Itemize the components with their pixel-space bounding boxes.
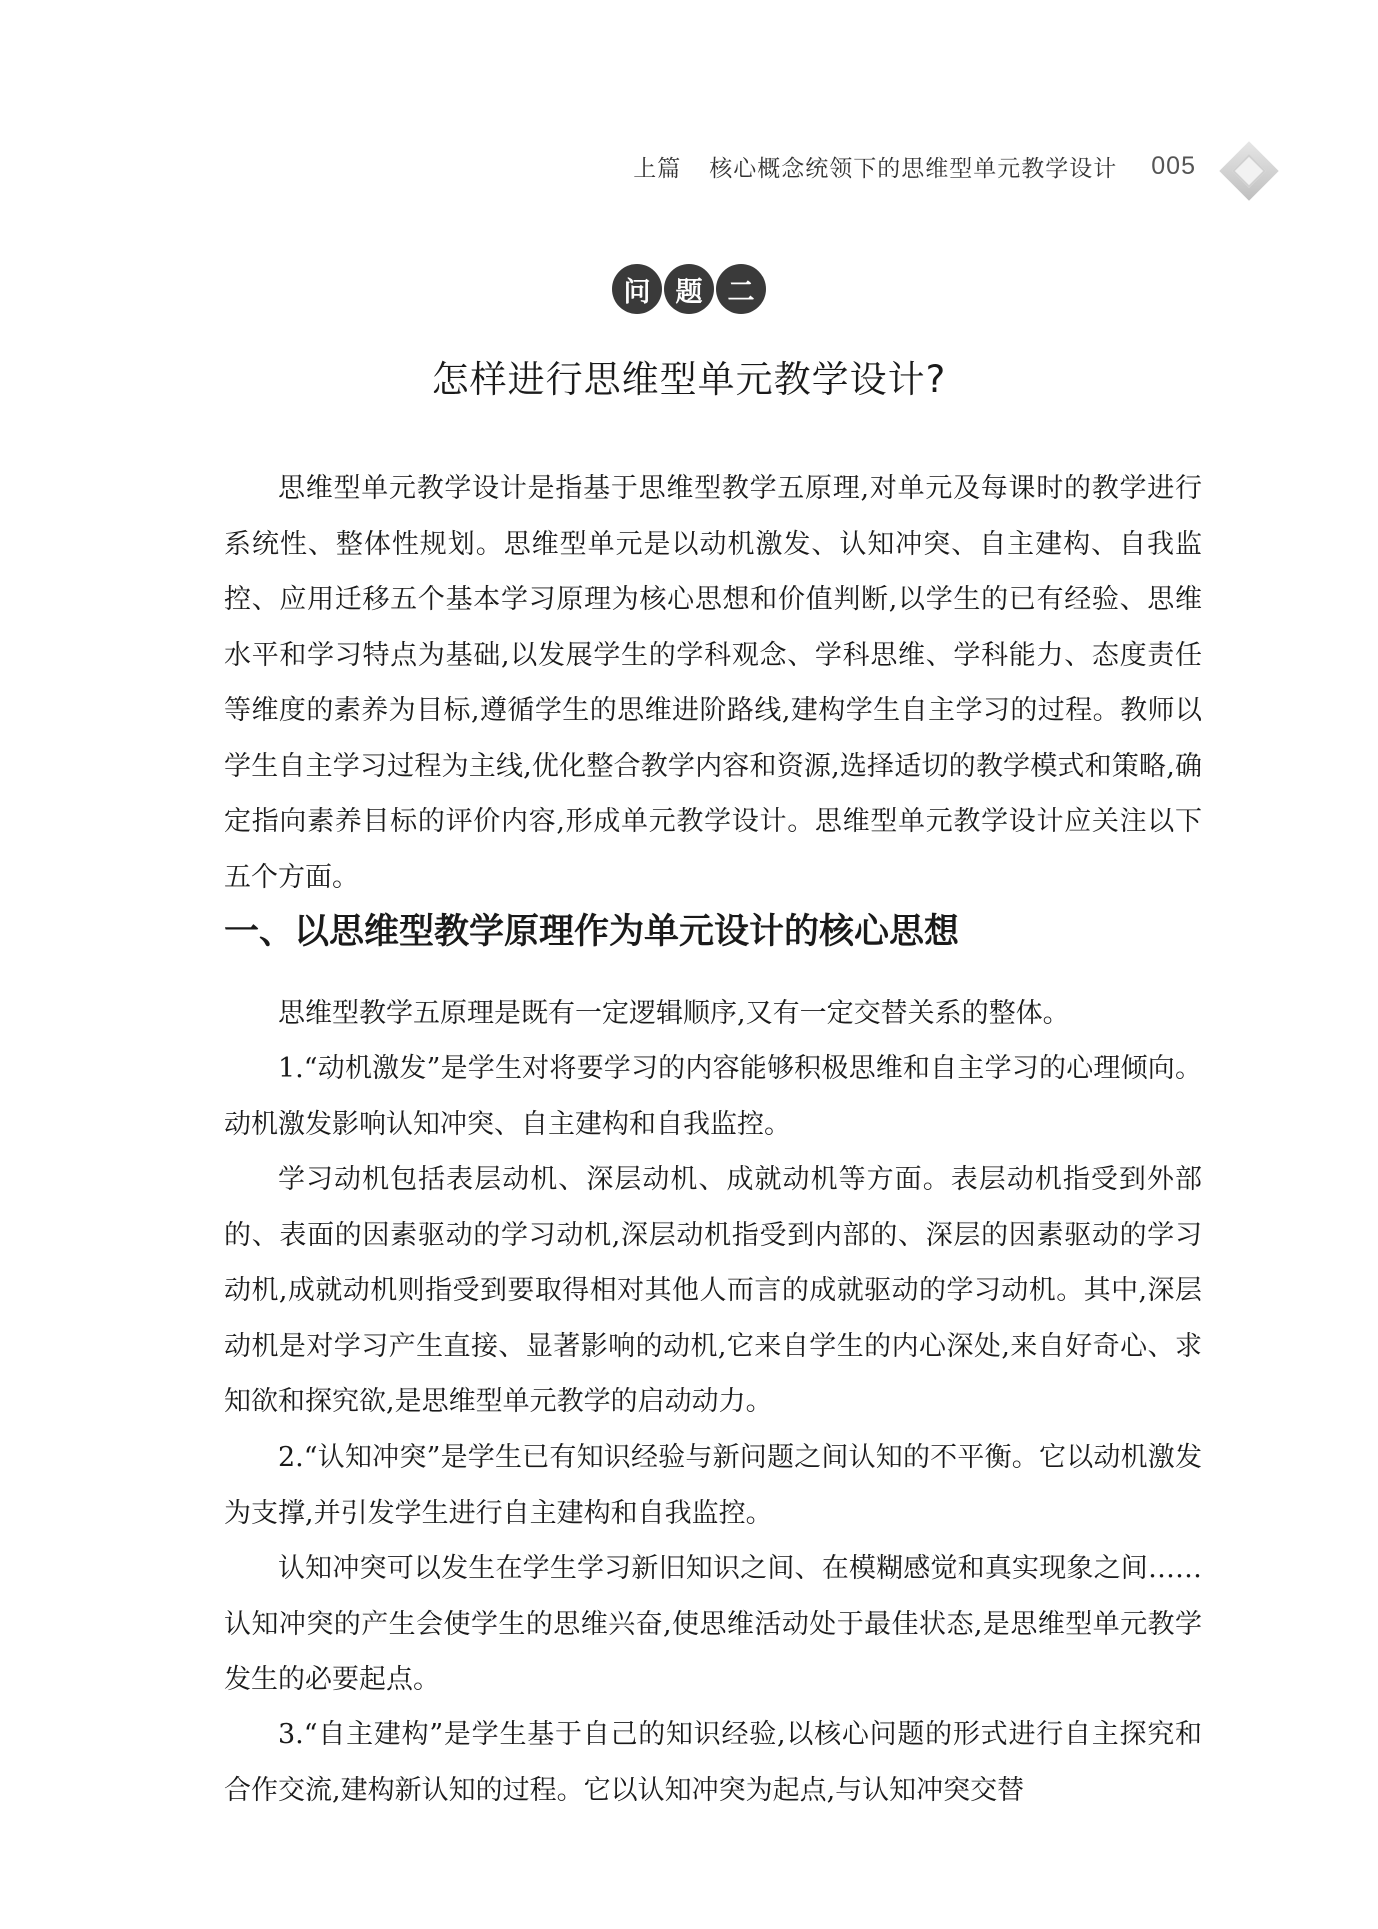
- paragraph-2: 1.“动机激发”是学生对将要学习的内容能够积极思维和自主学习的心理倾向。动机激发影响认知冲突、自主建构和自我监控。: [224, 1053, 1202, 1140]
- page-title: 怎样进行思维型单元教学设计?: [431, 358, 947, 401]
- diamond-ornament-icon: [1219, 141, 1278, 200]
- header-part: 上篇: [633, 156, 682, 182]
- page-number: 005: [1151, 152, 1196, 180]
- header-title: 核心概念统领下的思维型单元教学设计: [709, 156, 1118, 182]
- badge-char-1: 问: [612, 264, 662, 314]
- paragraph-1: 思维型教学五原理是既有一定逻辑顺序,又有一定交替关系的整体。: [278, 998, 1070, 1029]
- question-badge: [0, 264, 1378, 314]
- badge-char-2: 题: [664, 264, 714, 314]
- paragraph-5: 认知冲突可以发生在学生学习新旧知识之间、在模糊感觉和真实现象之间……认知冲突的产生会使学生的思维兴奋,使思维活动处于最佳状态,是思维型单元教学发生的必要起点。: [224, 1553, 1202, 1695]
- badge-char-3: 二: [716, 264, 766, 314]
- section-heading: 一、以思维型教学原理作为单元设计的核心思想: [224, 912, 960, 952]
- paragraph-4: 2.“认知冲突”是学生已有知识经验与新问题之间认知的不平衡。它以动机激发为支撑,并引发学生进行自主建构和自我监控。: [224, 1442, 1202, 1529]
- running-header: [633, 150, 1196, 183]
- intro-paragraph: 思维型单元教学设计是指基于思维型教学五原理,对单元及每课时的教学进行系统性、整体性规划。思维型单元是以动机激发、认知冲突、自主建构、自我监控、应用迁移五个基本学习原理为核心思想和价值判断,以学生的已有经验、思维水平和学习特点为基础,以发展学生的学科观念、学科思维、学科能力、态度责任等维度的素养为目标,遵循学生的思维进阶路线,建构学生自主学习的过程。教师以学生自主学习过程为主线,优化整合教学内容和资源,选择适切的教学模式和策略,确定指向素养目标的评价内容,形成单元教学设计。思维型单元教学设计应关注以下五个方面。: [224, 473, 1202, 893]
- paragraph-3: 学习动机包括表层动机、深层动机、成就动机等方面。表层动机指受到外部的、表面的因素驱动的学习动机,深层动机指受到内部的、深层的因素驱动的学习动机,成就动机则指受到要取得相对其他人而言的成就驱动的学习动机。其中,深层动机是对学习产生直接、显著影响的动机,它来自学生的内心深处,来自好奇心、求知欲和探究欲,是思维型单元教学的启动动力。: [224, 1164, 1202, 1417]
- paragraph-6: 3.“自主建构”是学生基于自己的知识经验,以核心问题的形式进行自主探究和合作交流,建构新认知的过程。它以认知冲突为起点,与认知冲突交替: [224, 1719, 1202, 1806]
